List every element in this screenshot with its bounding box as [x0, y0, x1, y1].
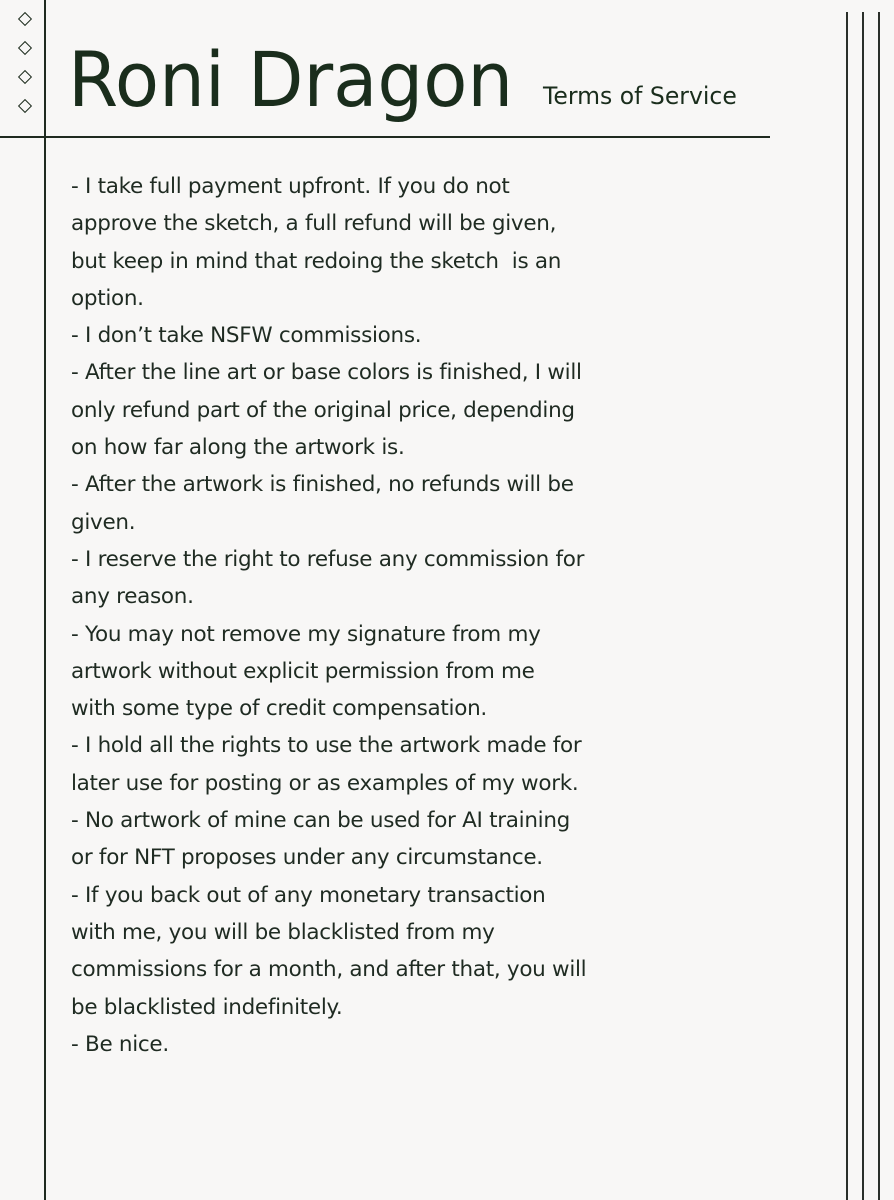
right-vertical-rule [862, 12, 864, 1200]
terms-item: - No artwork of mine can be used for AI training or for NFT proposes under any circumstance. [71, 808, 571, 871]
right-vertical-rule [846, 12, 848, 1200]
terms-item: - I reserve the right to refuse any commission for any reason. [71, 546, 585, 610]
header-divider [0, 136, 770, 138]
terms-item: - You may not remove my signature from my artwork without explicit permission from me with some type of credit compensation. [71, 621, 541, 722]
diamond-icon [18, 70, 32, 84]
left-vertical-rule [44, 0, 46, 1200]
diamond-icon [18, 12, 32, 26]
terms-item: - After the line art or base colors is finished, I will only refund part of the original price, depending on how far along the artwork is. [71, 360, 582, 461]
terms-item: - I don’t take NSFW commissions. [71, 323, 422, 349]
terms-list [71, 168, 671, 1063]
page-subtitle: Terms of Service [543, 82, 737, 110]
terms-item: - I take full payment upfront. If you do not approve the sketch, a full refund will be given, but keep in mind that redoing the sketch is an option. [71, 174, 562, 311]
diamond-icon [18, 41, 32, 55]
page-title: Roni Dragon [68, 35, 514, 124]
diamond-icon [18, 99, 32, 113]
terms-item: - I hold all the rights to use the artwork made for later use for posting or as examples of my work. [71, 733, 582, 796]
terms-item: - After the artwork is finished, no refunds will be given. [71, 472, 574, 535]
right-vertical-rule [878, 12, 880, 1200]
terms-item: - If you back out of any monetary transaction with me, you will be blacklisted from my commissions for a month, and after that, you will be blacklisted indefinitely. [71, 882, 587, 1020]
terms-item: - Be nice. [71, 1031, 169, 1057]
